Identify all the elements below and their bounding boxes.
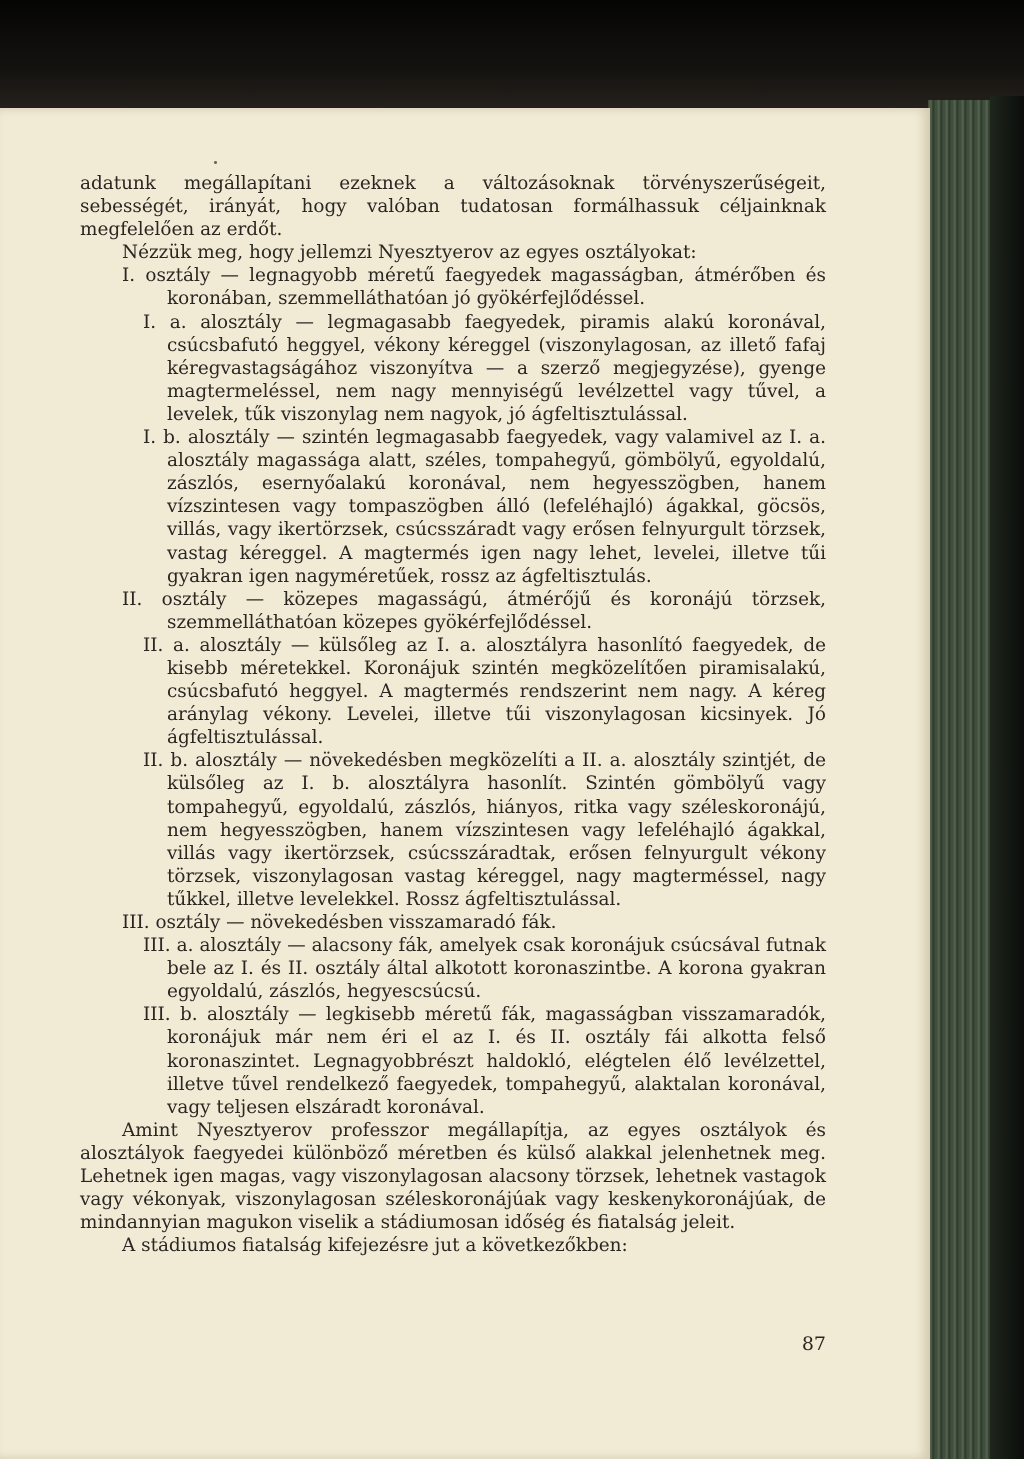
book-page-edges <box>928 100 990 1459</box>
subclass-3b: III. b. alosztály — legkisebb méretű fák, magasságban visszamaradók, koronájuk már nem éri el az I. és II. osztály fái alkotta felső koronaszintet. Legnagyobbrészt haldokló, elégtelen élő levélzettel, illetve tűvel rendelkező faegyedek, tompahegyű, alaktalan koronával, vagy teljesen elszáradt koronával. <box>143 1004 826 1118</box>
subclass-3a: III. a. alosztály — alacsony fák, amelyek csak koronájuk csúcsával futnak bele az I. és II. osztály által alkotott koronaszintbe. A korona gyakran egyoldalú, zászlós, hegyescsúcsú. <box>143 935 826 1003</box>
page-body-text <box>80 172 826 1257</box>
book-cover-edge <box>990 96 1024 1459</box>
subclass-2a: II. a. alosztály — külsőleg az I. a. alosztályra hasonlító faegyedek, de kisebb méretekkel. Koronájuk szintén megközelítően piramisalakú, csúcsbafutó heggyel. A magtermés rendszerint nem nagy. A kéreg aránylag vékony. Levelei, illetve tűi viszonylagosan kicsinyek. Jó ágfeltisztulással. <box>143 634 826 749</box>
scan-background <box>0 0 1024 120</box>
ink-speck <box>214 161 217 164</box>
class-1: I. osztály — legnagyobb méretű faegyedek magasságban, átmérőben és koronában, szemmelláthatóan jó gyökérfejlődéssel. <box>122 265 826 310</box>
subclass-2b: II. b. alosztály — növekedésben megközelíti a II. a. alosztály szintjét, de külsőleg az I. b. alosztályra hasonlít. Szintén gömbölyű vagy tompahegyű, egyoldalú, zászlós, hiányos, ritka vagy széleskoronájú, nem hegyesszögben, hanem vízszintesen vagy lefeléhajló ágakkal, villás vagy ikertörzsek, csúcsszáradtak, erősen felnyurgult vékony törzsek, viszonylagosan vastag kéreggel, nagy magterméssel, nagy tűkkel, illetve levelekkel. Rossz ágfeltisztulással. <box>143 750 826 910</box>
subclass-1a: I. a. alosztály — legmagasabb faegyedek, piramis alakú koronával, csúcsbafutó heggyel, vékony kéreggel (viszonylagosan, az illető fafaj kéregvastagságához viszonyítva — a szerző megjegyzése), gyenge magtermeléssel, nem nagy mennyiségű levélzettel vagy tűvel, a levelek, tűk viszonylag nem nagyok, jó ágfeltisztulással. <box>143 311 826 425</box>
paragraph-intro: adatunk megállapítani ezeknek a változásoknak törvényszerűségeit, sebességét, irányát, hogy valóban tudatosan formálhassuk céljainknak megfelelően az erdőt. <box>80 173 826 241</box>
class-3: III. osztály — növekedésben visszamaradó fák. <box>122 912 557 933</box>
page-number: 87 <box>801 1333 826 1355</box>
paragraph-classes-lead: Nézzük meg, hogy jellemzi Nyesztyerov az egyes osztályokat: <box>122 242 697 264</box>
paragraph-nyesztyerov: Amint Nyesztyerov professzor megállapítja, az egyes osztályok és alosztályok faegyedei különböző méretben és külső alakkal jelenhetnek meg. Lehetnek igen magas, vagy viszonylagosan alacsony törzsek, lehetnek vastagok vagy vékonyak, viszonylagosan széleskoronájúak vagy keskenykoronájúak, de mindannyian magukon viselik a stádiumosan időség és fiatalság jeleit. <box>80 1119 826 1234</box>
paragraph-closing: A stádiumos fiatalság kifejezésre jut a következőkben: <box>122 1235 628 1257</box>
subclass-1b: I. b. alosztály — szintén legmagasabb faegyedek, vagy valamivel az I. a. alosztály magassága alatt, széles, tompahegyű, gömbölyű, egyoldalú, zászlós, esernyőalakú koronával, nem hegyesszögben, hanem vízszintesen vagy tompaszögben álló (lefeléhajló) ágakkal, göcsös, villás, vagy ikertörzsek, csúcsszáradt vagy erősen felnyurgult törzsek, vastag kéreggel. A magtermés igen nagy lehet, levelei, illetve tűi gyakran igen nagyméretűek, rossz az ágfeltisztulás. <box>143 427 826 587</box>
class-2: II. osztály — közepes magasságú, átmérőjű és koronájú törzsek, szemmelláthatóan közepes gyökérfejlődéssel. <box>122 588 826 633</box>
